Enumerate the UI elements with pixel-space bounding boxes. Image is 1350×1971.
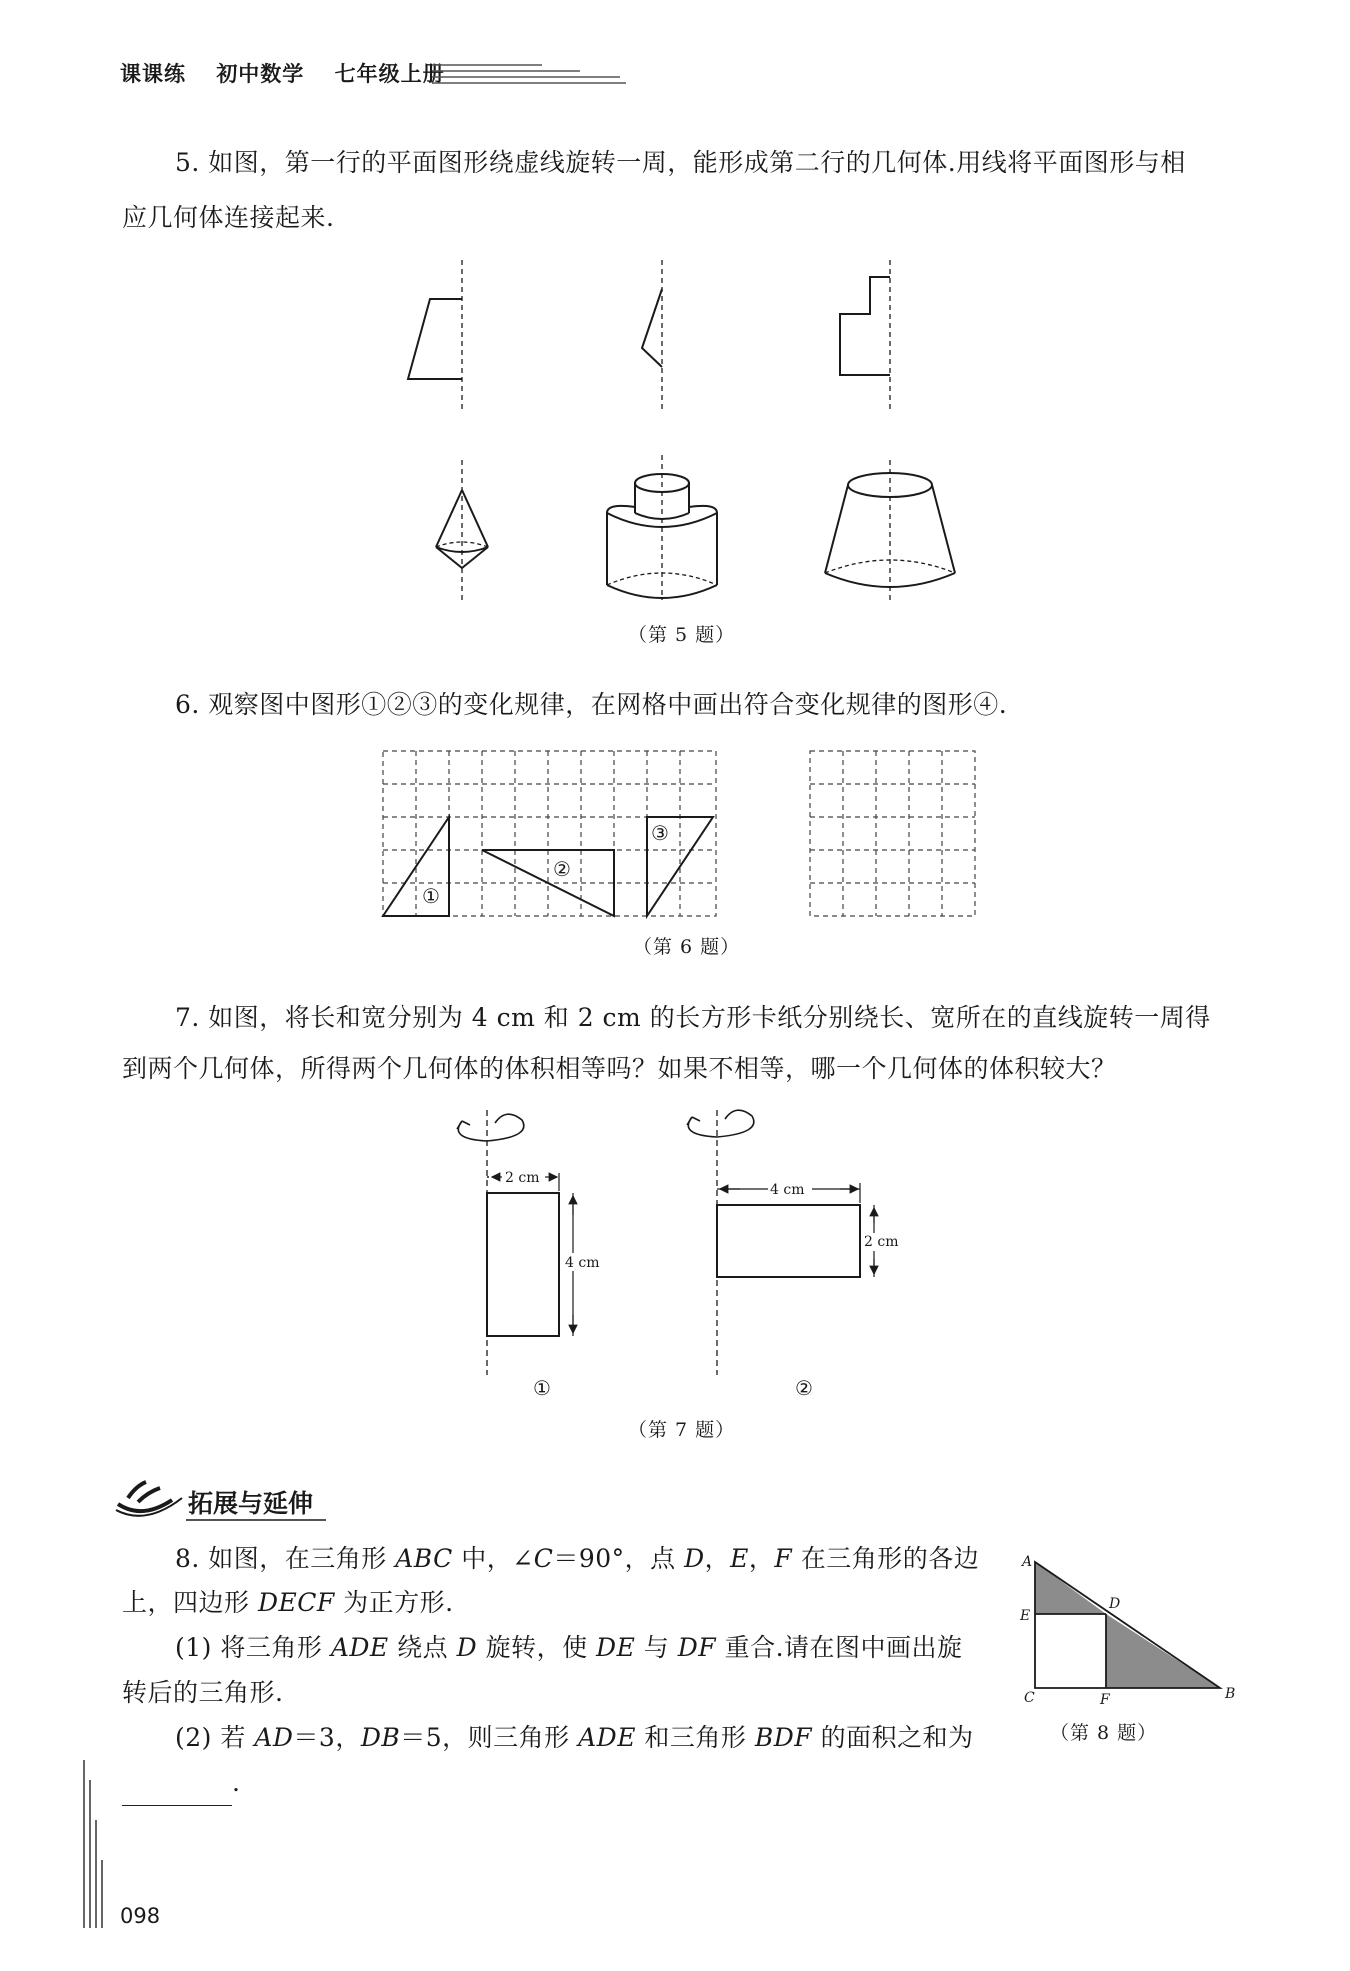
q7-figure (440, 1105, 900, 1405)
fig2-number: ② (795, 1376, 813, 1400)
fig1-height-label: 4 cm (565, 1255, 600, 1271)
q7-text-line1: 7. 如图，将长和宽分别为 4 cm 和 2 cm 的长方形卡纸分别绕长、宽所在的直线旋转一周得 (175, 1003, 1211, 1032)
shape-triangle (642, 289, 662, 367)
point-D: D (1109, 1596, 1121, 1612)
point-C: C (1024, 1690, 1035, 1706)
q8-text-line2: 上，四边形 DECF 为正方形. (122, 1588, 454, 1617)
q8-figure (1010, 1552, 1260, 1717)
q8-text-line4: 转后的三角形. (122, 1678, 284, 1707)
rect-1 (487, 1193, 559, 1336)
figure-1-label: ① (422, 884, 440, 908)
point-B: B (1225, 1686, 1236, 1702)
shape-steps (840, 277, 890, 375)
answer-blank[interactable] (122, 1781, 232, 1806)
q8-text-line6: . (122, 1760, 240, 1806)
subject-name: 初中数学 (216, 62, 305, 86)
margin-lines (80, 1760, 110, 1930)
page-header (120, 58, 467, 88)
point-A: A (1022, 1554, 1033, 1570)
rect-2 (717, 1205, 860, 1277)
q6-text: 6. 观察图中图形①②③的变化规律，在网格中画出符合变化规律的图形④. (175, 690, 1008, 719)
point-E: E (1020, 1608, 1031, 1624)
q8-text-line5: (2) 若 AD＝3，DB＝5，则三角形 ADE 和三角形 BDF 的面积之和为 (175, 1723, 974, 1752)
q8-text-line3: (1) 将三角形 ADE 绕点 D 旋转，使 DE 与 DF 重合.请在图中画出旋 (175, 1633, 963, 1662)
shape-trapezoid (408, 299, 462, 379)
section-underline (186, 1518, 326, 1522)
section-icon (112, 1478, 192, 1520)
grade-name: 七年级上册 (334, 62, 445, 86)
solid-double-cone (436, 490, 488, 568)
fig2-width-label: 4 cm (770, 1182, 805, 1198)
page-number: 098 (120, 1904, 161, 1928)
q5-text-line1: 5. 如图，第一行的平面图形绕虚线旋转一周，能形成第二行的几何体.用线将平面图形与相 (175, 148, 1186, 177)
q5-figure (400, 255, 960, 615)
figure-2-label: ② (553, 857, 571, 881)
figure-3-label: ③ (651, 821, 669, 845)
section-heading (112, 1478, 314, 1524)
answer-grid (810, 751, 975, 916)
q7-text-line2: 到两个几何体，所得两个几何体的体积相等吗？如果不相等，哪一个几何体的体积较大？ (122, 1054, 1117, 1083)
q6-caption: （第 6 题） (633, 936, 741, 958)
fig1-number: ① (533, 1376, 551, 1400)
q5-text-line2: 应几何体连接起来. (122, 203, 335, 232)
fig2-height-label: 2 cm (864, 1234, 899, 1250)
series-name: 课课练 (120, 62, 186, 86)
fig1-width-label: 2 cm (505, 1170, 540, 1186)
q5-caption: （第 5 题） (628, 624, 736, 646)
section-title: 拓展与延伸 (188, 1489, 314, 1518)
q7-caption: （第 7 题） (628, 1419, 736, 1441)
q8-text-line1: 8. 如图，在三角形 ABC 中，∠C＝90°，点 D，E，F 在三角形的各边 (175, 1544, 980, 1573)
q8-caption: （第 8 题） (1050, 1722, 1158, 1744)
point-F: F (1100, 1692, 1110, 1708)
header-rules (430, 62, 630, 84)
q6-figure (380, 748, 980, 923)
